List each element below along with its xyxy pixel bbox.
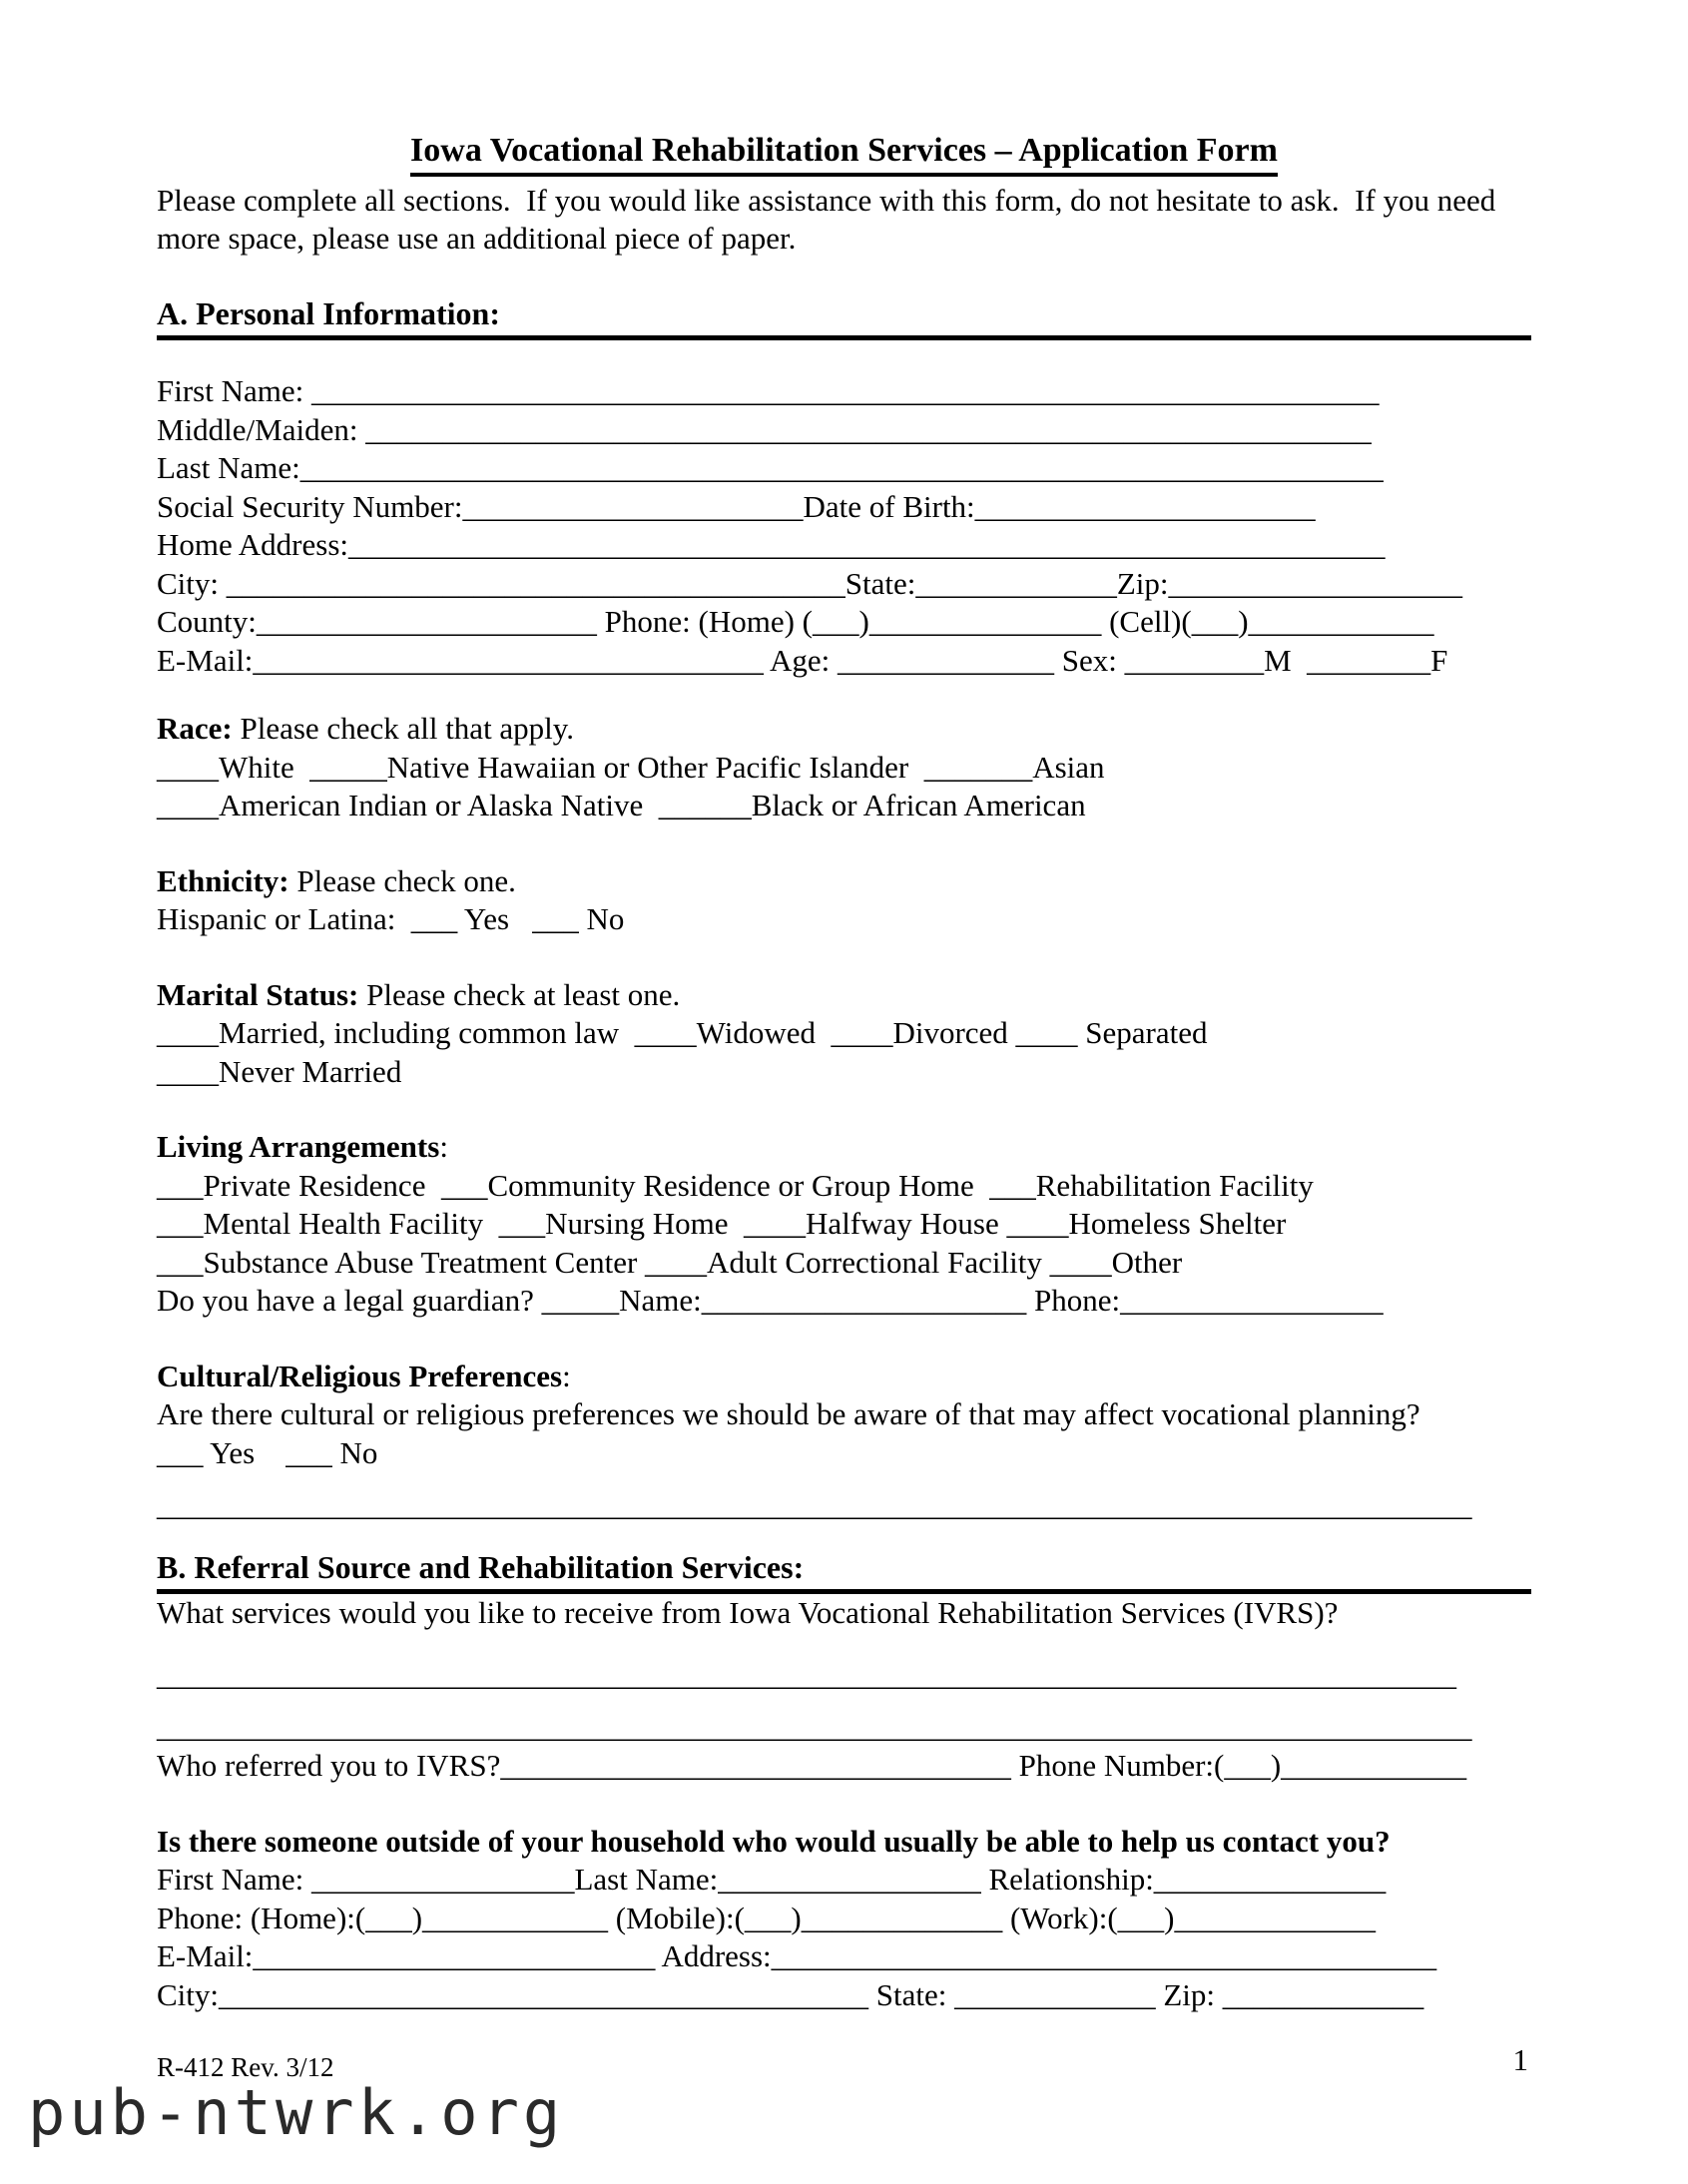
contact-email-address-line: E-Mail:__________________________ Address:___________________________________________ bbox=[157, 1938, 1437, 1973]
marital-status-section bbox=[157, 976, 1531, 1092]
marital-instruction: Please check at least one. bbox=[358, 976, 681, 1012]
legal-guardian-line: Do you have a legal guardian? _____Name:_____________________ Phone:_________________ bbox=[157, 1283, 1384, 1318]
services-blank-line-1: ____________________________________________________________________________________ bbox=[157, 1657, 1456, 1692]
field-last-name: Last Name:______________________________________________________________________ bbox=[157, 450, 1384, 485]
cultural-yes-no: ___ Yes ___ No bbox=[157, 1434, 378, 1470]
section-b-heading bbox=[157, 1547, 1531, 1594]
race-label: Race: bbox=[157, 711, 233, 746]
contact-phone-line: Phone: (Home):(___)____________ (Mobile):(___)_____________ (Work):(___)_____________ bbox=[157, 1900, 1376, 1935]
services-question: What services would you like to receive from Iowa Vocational Rehabilitation Services (IVRS)? bbox=[157, 1594, 1339, 1630]
cultural-answer-blank: _____________________________________________________________________________________ bbox=[157, 1487, 1472, 1522]
field-home-address: Home Address:___________________________________________________________________ bbox=[157, 527, 1386, 562]
referral-line: Who referred you to IVRS?_________________________________ Phone Number:(___)____________ bbox=[157, 1748, 1467, 1783]
ethnicity-instruction: Please check one. bbox=[288, 862, 516, 898]
form-title: Iowa Vocational Rehabilitation Services – Application Form bbox=[410, 130, 1278, 177]
ethnicity-options-row: Hispanic or Latina: ___ Yes ___ No bbox=[157, 901, 625, 936]
section-a-heading-label: A. Personal Information: bbox=[157, 295, 500, 331]
race-section bbox=[157, 710, 1531, 825]
contact-city-state-zip-line: City:__________________________________________ State: _____________ Zip: _____________ bbox=[157, 1976, 1424, 2012]
cultural-label: Cultural/Religious Preferences bbox=[157, 1358, 563, 1393]
marital-options-row-1: ____Married, including common law ____Widowed ____Divorced ____ Separated bbox=[157, 1015, 1208, 1050]
race-heading bbox=[157, 710, 1531, 749]
page-number: 1 bbox=[1512, 2042, 1528, 2077]
services-blank-line-2: _____________________________________________________________________________________ bbox=[157, 1708, 1472, 1744]
cultural-question: Are there cultural or religious preferences we should be aware of that may affect vocational planning? bbox=[157, 1396, 1420, 1431]
cultural-preferences-section bbox=[157, 1358, 1531, 1525]
living-options-row-3: ___Substance Abuse Treatment Center ____Adult Correctional Facility ____Other bbox=[157, 1244, 1183, 1280]
section-b-heading-label: B. Referral Source and Rehabilitation Services: bbox=[157, 1548, 805, 1585]
race-options-row-2: ____American Indian or Alaska Native ______Black or African American bbox=[157, 788, 1086, 822]
living-options-row-1: ___Private Residence ___Community Residence or Group Home ___Rehabilitation Facility bbox=[157, 1167, 1314, 1203]
marital-options-row-2: ____Never Married bbox=[157, 1053, 402, 1089]
race-options-row-1: ____White _____Native Hawaiian or Other Pacific Islander _______Asian bbox=[157, 749, 1105, 785]
living-heading bbox=[157, 1128, 1531, 1167]
personal-info-fields bbox=[157, 372, 1531, 680]
field-middle-maiden: Middle/Maiden: _________________________________________________________________ bbox=[157, 411, 1372, 447]
field-county-phone: County:______________________ Phone: (Home) (___)_______________ (Cell)(___)____________ bbox=[157, 604, 1434, 639]
field-first-name: First Name: _____________________________________________________________________ bbox=[157, 373, 1380, 408]
race-instruction: Please check all that apply. bbox=[232, 711, 575, 746]
section-a-heading bbox=[157, 293, 1531, 340]
marital-label: Marital Status: bbox=[157, 976, 359, 1012]
field-ssn-dob: Social Security Number:______________________Date of Birth:______________________ bbox=[157, 488, 1316, 524]
form-instructions: Please complete all sections. If you would like assistance with this form, do not hesitate to ask. If you need more space, please use an additional piece of paper. bbox=[157, 183, 1504, 256]
form-number: R-412 Rev. 3/12 bbox=[157, 2052, 334, 2082]
living-label: Living Arrangements bbox=[157, 1129, 440, 1164]
living-colon: : bbox=[439, 1129, 448, 1164]
outside-contact-section bbox=[157, 1823, 1531, 2015]
ethnicity-section bbox=[157, 862, 1531, 939]
field-email-age-sex: E-Mail:_________________________________ Age: ______________ Sex: _________M ________F bbox=[157, 642, 1448, 678]
field-city-state-zip: City: ________________________________________State:_____________Zip:___________________ bbox=[157, 565, 1463, 601]
contact-question: Is there someone outside of your household who would usually be able to help us contact you? bbox=[157, 1823, 1391, 1859]
contact-name-line: First Name: _________________Last Name:_________________ Relationship:_______________ bbox=[157, 1862, 1387, 1897]
title-row bbox=[157, 130, 1531, 178]
cultural-heading bbox=[157, 1358, 1531, 1396]
ethnicity-label: Ethnicity: bbox=[157, 862, 289, 898]
living-arrangements-section bbox=[157, 1128, 1531, 1321]
ethnicity-heading bbox=[157, 862, 1531, 901]
cultural-colon: : bbox=[562, 1358, 571, 1393]
marital-heading bbox=[157, 976, 1531, 1015]
watermark: pub-ntwrk.org bbox=[28, 2076, 565, 2149]
living-options-row-2: ___Mental Health Facility ___Nursing Home ____Halfway House ____Homeless Shelter bbox=[157, 1206, 1287, 1241]
